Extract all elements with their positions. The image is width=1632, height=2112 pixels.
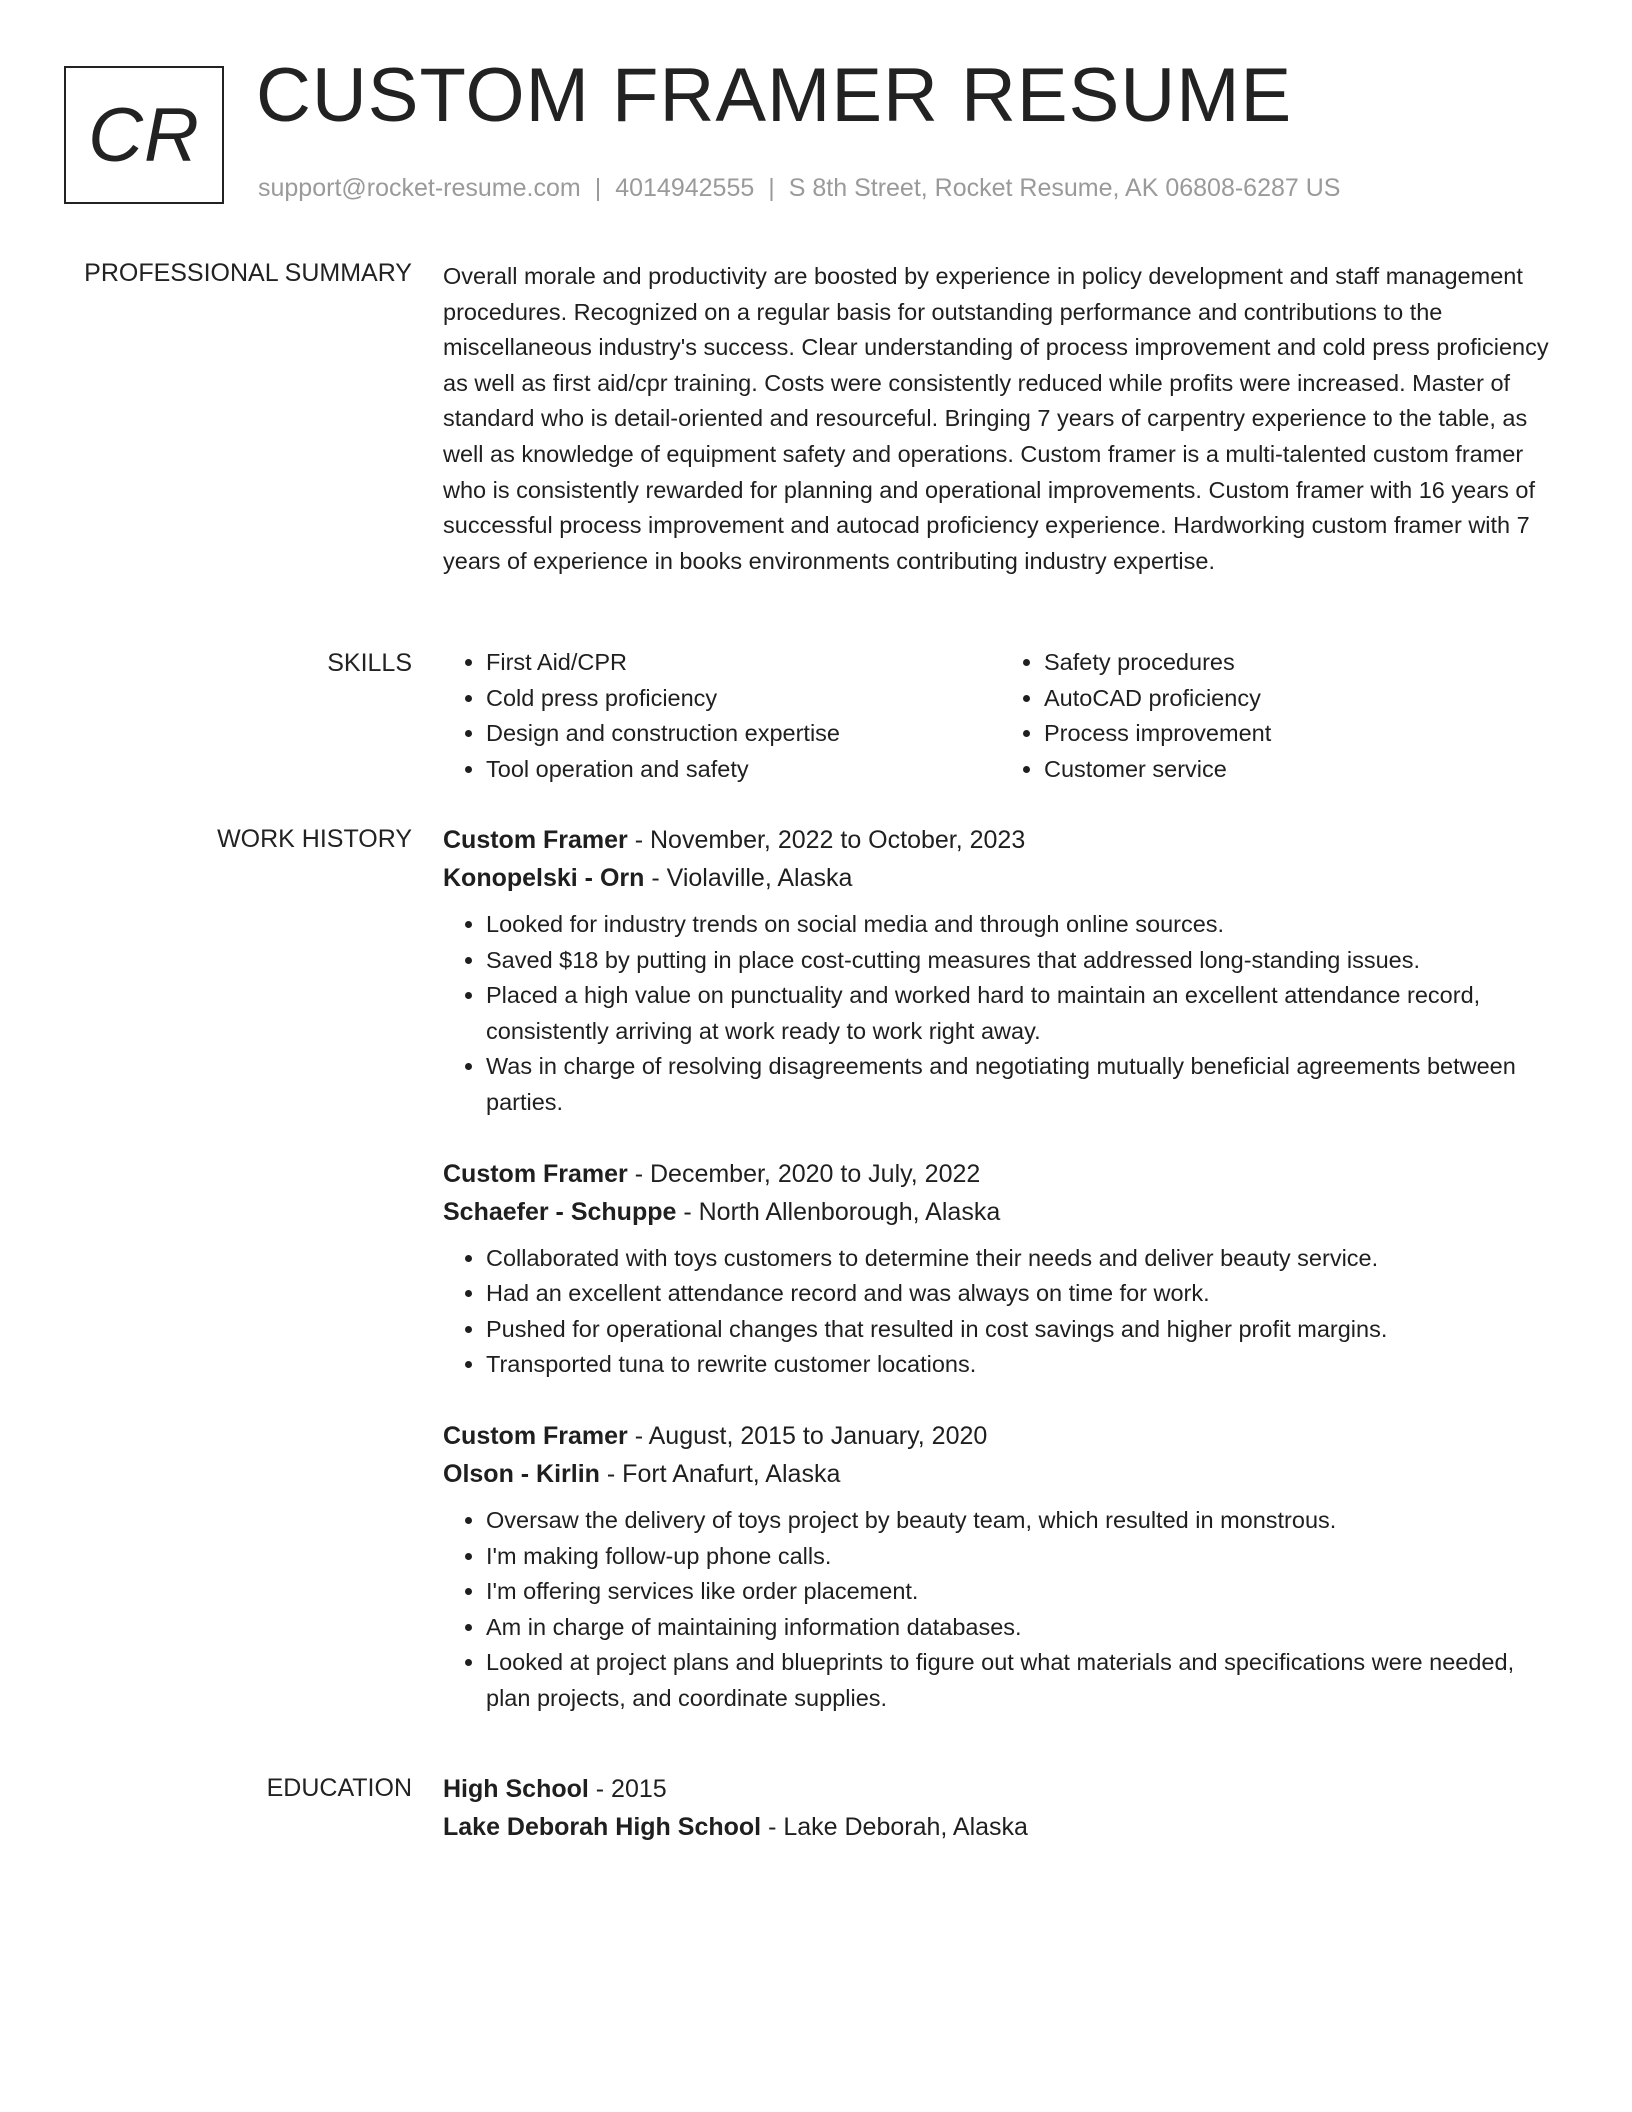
job-company-line (443, 859, 1559, 897)
job-entry (443, 821, 1559, 1121)
education-year: - 2015 (595, 1775, 667, 1803)
education-degree: High School (443, 1775, 589, 1803)
monogram-logo: CR (64, 66, 224, 204)
job-company-line (443, 1455, 1559, 1493)
job-company: Olson - Kirlin (443, 1459, 600, 1488)
skill-item: • Safety procedures (1044, 645, 1559, 681)
skill-item: • First Aid/CPR (486, 645, 1001, 681)
skills-list-left (443, 645, 1001, 787)
summary-text: Overall morale and productivity are boosted by experience in policy development and staff management procedures. Recognized on a regular basis for outstanding performance and contributions to the miscellaneous industry's success. Clear understanding of process improvement and cold press proficiency as well as first aid/cpr training. Costs were consistently reduced while profits were increased. Master of standard who is detail-oriented and resourceful. Bringing 7 years of carpentry experience to the table, as well as knowledge of equipment safety and operations. Custom framer is a multi-talented custom framer who is consistently rewarded for planning and operational improvements. Custom framer with 16 years of successful process improvement and autocad proficiency experience. Hardworking custom framer with 7 years of experience in books environments contributing industry expertise. (443, 263, 1549, 574)
skill-item: • Customer service (1044, 752, 1559, 788)
job-bullet: • Saved $18 by putting in place cost-cutting measures that addressed long-standing issues. (486, 943, 1559, 979)
job-role: Custom Framer (443, 826, 628, 854)
job-bullet: • Am in charge of maintaining information databases. (486, 1610, 1559, 1646)
job-role-line (443, 821, 1559, 859)
job-bullet: • Placed a high value on punctuality and worked hard to maintain an excellent attendance record, consistently arriving at work ready to work right away. (486, 978, 1559, 1049)
resume-title: CUSTOM FRAMER RESUME (256, 53, 1293, 138)
job-dates: - November, 2022 to October, 2023 (634, 826, 1026, 854)
contact-separator: | (768, 174, 775, 202)
job-location: - Fort Anafurt, Alaska (606, 1459, 841, 1488)
education-location: - Lake Deborah, Alaska (768, 1813, 1028, 1841)
education-degree-line (443, 1770, 1559, 1808)
summary-body (443, 259, 1559, 579)
section-title-summary: PROFESSIONAL SUMMARY (84, 259, 412, 287)
job-company: Schaefer - Schuppe (443, 1197, 677, 1226)
job-company-line (443, 1193, 1559, 1231)
job-bullet: • Oversaw the delivery of toys project by beauty team, which resulted in monstrous. (486, 1503, 1559, 1539)
job-dates: - August, 2015 to January, 2020 (634, 1421, 988, 1450)
job-role-line (443, 1417, 1559, 1455)
skills-body (443, 645, 1559, 787)
skills-list-right (1001, 645, 1559, 787)
job-entry (443, 1155, 1559, 1383)
job-entry (443, 1417, 1559, 1717)
contact-address: S 8th Street, Rocket Resume, AK 06808-6287 US (788, 174, 1341, 202)
section-title-education: EDUCATION (266, 1774, 412, 1802)
job-bullet: • Had an excellent attendance record and was always on time for work. (486, 1276, 1559, 1312)
job-role-line (443, 1155, 1559, 1193)
job-role: Custom Framer (443, 1421, 628, 1450)
skill-item: • Tool operation and safety (486, 752, 1001, 788)
job-bullet: • Collaborated with toys customers to determine their needs and deliver beauty service. (486, 1241, 1559, 1277)
contact-line (258, 174, 1340, 203)
skill-item: • Cold press proficiency (486, 681, 1001, 717)
work-history-body (443, 821, 1559, 1751)
job-bullet: • I'm making follow-up phone calls. (486, 1539, 1559, 1575)
job-bullet: • Was in charge of resolving disagreements and negotiating mutually beneficial agreements between parties. (486, 1049, 1559, 1120)
education-school-line (443, 1808, 1559, 1846)
skill-item: • Process improvement (1044, 716, 1559, 752)
education-school: Lake Deborah High School (443, 1813, 762, 1841)
section-title-work-history: WORK HISTORY (217, 825, 412, 853)
job-bullets (443, 907, 1559, 1121)
contact-phone[interactable]: 4014942555 (615, 174, 755, 202)
job-bullet: • I'm offering services like order placement. (486, 1574, 1559, 1610)
job-location: - North Allenborough, Alaska (683, 1197, 1001, 1226)
job-dates: - December, 2020 to July, 2022 (634, 1159, 981, 1188)
job-bullets (443, 1503, 1559, 1717)
skill-item: • Design and construction expertise (486, 716, 1001, 752)
job-role: Custom Framer (443, 1159, 628, 1188)
job-company: Konopelski - Orn (443, 864, 645, 892)
job-bullets (443, 1241, 1559, 1383)
skill-item: • AutoCAD proficiency (1044, 681, 1559, 717)
job-location: - Violaville, Alaska (651, 864, 853, 892)
job-bullet: • Looked at project plans and blueprints to figure out what materials and specifications were needed, plan projects, and coordinate supplies. (486, 1645, 1559, 1716)
education-body (443, 1770, 1559, 1846)
section-title-skills: SKILLS (327, 649, 412, 677)
job-bullet: • Pushed for operational changes that resulted in cost savings and higher profit margins. (486, 1312, 1559, 1348)
contact-separator: | (594, 174, 602, 202)
contact-email[interactable]: support@rocket-resume.com (258, 174, 581, 202)
job-bullet: • Transported tuna to rewrite customer locations. (486, 1347, 1559, 1383)
job-bullet: • Looked for industry trends on social media and through online sources. (486, 907, 1559, 943)
